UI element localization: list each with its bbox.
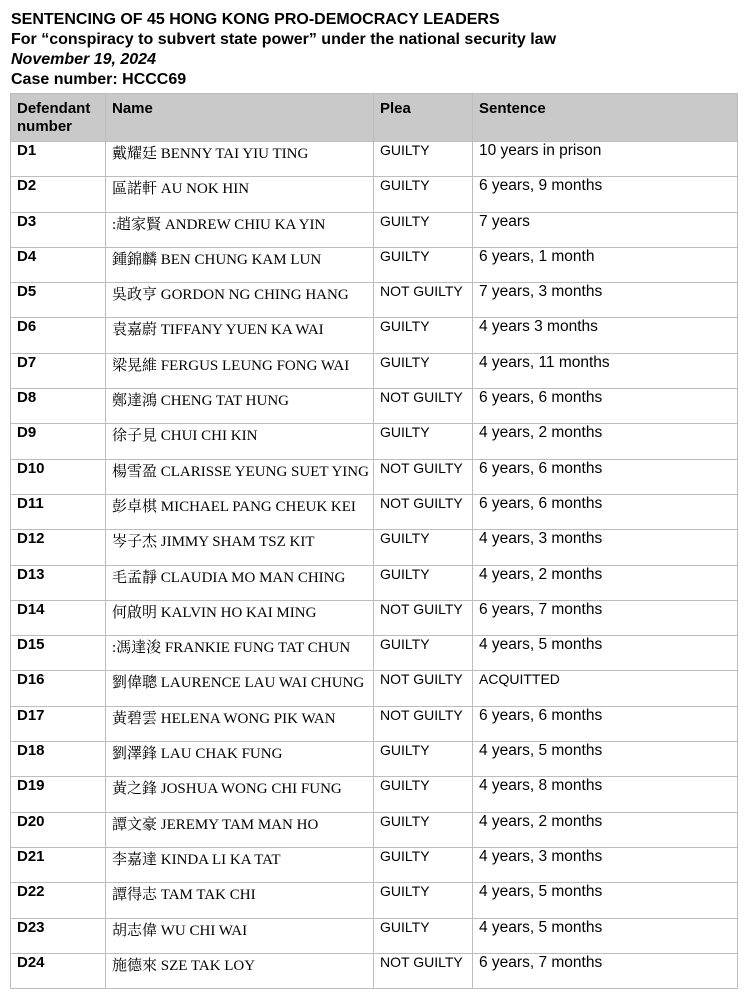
defendant-name-cell: 胡志偉 WU CHI WAI xyxy=(106,918,374,953)
document-title: SENTENCING OF 45 HONG KONG PRO-DEMOCRACY LEADERS xyxy=(11,11,500,28)
table-row xyxy=(11,212,738,247)
sentence-cell: 4 years, 3 months xyxy=(473,530,738,565)
defendant-number-cell: D21 xyxy=(11,847,106,882)
sentence-cell: 4 years, 2 months xyxy=(473,424,738,459)
plea-cell: GUILTY xyxy=(374,636,473,671)
sentence-cell: 4 years, 5 months xyxy=(473,636,738,671)
defendant-name-cell: 黃之鋒 JOSHUA WONG CHI FUNG xyxy=(106,777,374,812)
table-row xyxy=(11,283,738,318)
plea-cell: GUILTY xyxy=(374,742,473,777)
case-number: Case number: HCCC69 xyxy=(11,71,187,88)
sentencing-table xyxy=(10,93,738,989)
sentence-cell: 6 years, 7 months xyxy=(473,600,738,635)
plea-cell: GUILTY xyxy=(374,565,473,600)
defendant-number-cell: D11 xyxy=(11,494,106,529)
defendant-number-cell: D5 xyxy=(11,283,106,318)
table-row xyxy=(11,318,738,353)
defendant-number-cell: D24 xyxy=(11,953,106,988)
table-row xyxy=(11,565,738,600)
column-header-name: Name xyxy=(106,94,374,142)
defendant-name-cell: 鄭達鴻 CHENG TAT HUNG xyxy=(106,389,374,424)
defendant-number-cell: D15 xyxy=(11,636,106,671)
table-header-row xyxy=(11,94,738,142)
defendant-name-cell: 岑子杰 JIMMY SHAM TSZ KIT xyxy=(106,530,374,565)
defendant-number-cell: D4 xyxy=(11,247,106,282)
defendant-name-cell: 吳政亨 GORDON NG CHING HANG xyxy=(106,283,374,318)
defendant-name-cell: 徐子見 CHUI CHI KIN xyxy=(106,424,374,459)
table-row xyxy=(11,953,738,988)
defendant-name-cell: 譚得志 TAM TAK CHI xyxy=(106,883,374,918)
plea-cell: NOT GUILTY xyxy=(374,389,473,424)
table-row xyxy=(11,812,738,847)
defendant-name-cell: 戴耀廷 BENNY TAI YIU TING xyxy=(106,142,374,177)
defendant-number-cell: D3 xyxy=(11,212,106,247)
defendant-name-cell: 李嘉達 KINDA LI KA TAT xyxy=(106,847,374,882)
defendant-number-cell: D22 xyxy=(11,883,106,918)
defendant-number-cell: D6 xyxy=(11,318,106,353)
defendant-number-cell: D19 xyxy=(11,777,106,812)
defendant-name-cell: 楊雪盈 CLARISSE YEUNG SUET YING xyxy=(106,459,374,494)
plea-cell: GUILTY xyxy=(374,812,473,847)
defendant-number-cell: D7 xyxy=(11,353,106,388)
defendant-name-cell: 彭卓棋 MICHAEL PANG CHEUK KEI xyxy=(106,494,374,529)
sentence-cell: 4 years 3 months xyxy=(473,318,738,353)
plea-cell: GUILTY xyxy=(374,883,473,918)
defendant-name-cell: 梁晃維 FERGUS LEUNG FONG WAI xyxy=(106,353,374,388)
plea-cell: GUILTY xyxy=(374,177,473,212)
sentence-cell: 4 years, 2 months xyxy=(473,812,738,847)
sentence-cell: 6 years, 6 months xyxy=(473,389,738,424)
plea-cell: NOT GUILTY xyxy=(374,459,473,494)
document-date: November 19, 2024 xyxy=(11,51,156,68)
defendant-number-cell: D8 xyxy=(11,389,106,424)
sentence-cell: 6 years, 7 months xyxy=(473,953,738,988)
defendant-name-cell: 譚文豪 JEREMY TAM MAN HO xyxy=(106,812,374,847)
defendant-number-cell: D18 xyxy=(11,742,106,777)
plea-cell: GUILTY xyxy=(374,530,473,565)
table-row xyxy=(11,636,738,671)
sentence-cell: 6 years, 1 month xyxy=(473,247,738,282)
sentence-cell: 6 years, 6 months xyxy=(473,494,738,529)
sentence-cell: 4 years, 11 months xyxy=(473,353,738,388)
defendant-name-cell: 劉澤鋒 LAU CHAK FUNG xyxy=(106,742,374,777)
sentence-cell: 4 years, 5 months xyxy=(473,742,738,777)
document-header xyxy=(11,10,741,90)
plea-cell: NOT GUILTY xyxy=(374,494,473,529)
table-row xyxy=(11,494,738,529)
table-row xyxy=(11,600,738,635)
defendant-number-cell: D9 xyxy=(11,424,106,459)
defendant-number-cell: D13 xyxy=(11,565,106,600)
document-subtitle: For “conspiracy to subvert state power” under the national security law xyxy=(11,31,557,48)
defendant-name-cell: 袁嘉蔚 TIFFANY YUEN KA WAI xyxy=(106,318,374,353)
plea-cell: NOT GUILTY xyxy=(374,671,473,706)
defendant-number-cell: D14 xyxy=(11,600,106,635)
column-header-defendant-number: Defendant number xyxy=(11,94,106,142)
plea-cell: GUILTY xyxy=(374,353,473,388)
table-row xyxy=(11,742,738,777)
table-row xyxy=(11,177,738,212)
plea-cell: GUILTY xyxy=(374,212,473,247)
column-header-sentence: Sentence xyxy=(473,94,738,142)
defendant-name-cell: 施德來 SZE TAK LOY xyxy=(106,953,374,988)
plea-cell: GUILTY xyxy=(374,424,473,459)
sentence-cell: 4 years, 2 months xyxy=(473,565,738,600)
defendant-number-cell: D10 xyxy=(11,459,106,494)
plea-cell: NOT GUILTY xyxy=(374,283,473,318)
defendant-name-cell: 鍾錦麟 BEN CHUNG KAM LUN xyxy=(106,247,374,282)
plea-cell: NOT GUILTY xyxy=(374,706,473,741)
plea-cell: GUILTY xyxy=(374,847,473,882)
sentence-cell: 6 years, 6 months xyxy=(473,706,738,741)
sentence-cell: 6 years, 6 months xyxy=(473,459,738,494)
plea-cell: GUILTY xyxy=(374,918,473,953)
table-row xyxy=(11,847,738,882)
defendant-number-cell: D12 xyxy=(11,530,106,565)
table-row xyxy=(11,883,738,918)
defendant-number-cell: D17 xyxy=(11,706,106,741)
plea-cell: GUILTY xyxy=(374,247,473,282)
plea-cell: GUILTY xyxy=(374,142,473,177)
sentence-cell: 6 years, 9 months xyxy=(473,177,738,212)
plea-cell: NOT GUILTY xyxy=(374,953,473,988)
defendant-name-cell: 黃碧雲 HELENA WONG PIK WAN xyxy=(106,706,374,741)
defendant-name-cell: 區諾軒 AU NOK HIN xyxy=(106,177,374,212)
table-row xyxy=(11,530,738,565)
column-header-plea: Plea xyxy=(374,94,473,142)
defendant-number-cell: D20 xyxy=(11,812,106,847)
plea-cell: NOT GUILTY xyxy=(374,600,473,635)
defendant-name-cell: 劉偉聰 LAURENCE LAU WAI CHUNG xyxy=(106,671,374,706)
table-row xyxy=(11,142,738,177)
sentence-cell: 10 years in prison xyxy=(473,142,738,177)
table-row xyxy=(11,424,738,459)
defendant-number-cell: D16 xyxy=(11,671,106,706)
defendant-number-cell: D2 xyxy=(11,177,106,212)
defendant-name-cell: :趙家賢 ANDREW CHIU KA YIN xyxy=(106,212,374,247)
sentence-cell: 4 years, 5 months xyxy=(473,918,738,953)
table-row xyxy=(11,671,738,706)
table-row xyxy=(11,918,738,953)
sentence-cell: 4 years, 8 months xyxy=(473,777,738,812)
table-row xyxy=(11,353,738,388)
plea-cell: GUILTY xyxy=(374,777,473,812)
table-row xyxy=(11,459,738,494)
sentence-cell: 7 years xyxy=(473,212,738,247)
defendant-number-cell: D23 xyxy=(11,918,106,953)
defendant-name-cell: :馮達浚 FRANKIE FUNG TAT CHUN xyxy=(106,636,374,671)
table-row xyxy=(11,706,738,741)
table-row xyxy=(11,247,738,282)
sentence-cell: 7 years, 3 months xyxy=(473,283,738,318)
sentence-cell: 4 years, 5 months xyxy=(473,883,738,918)
sentence-cell: ACQUITTED xyxy=(473,671,738,706)
table-body xyxy=(11,142,738,989)
table-row xyxy=(11,389,738,424)
defendant-name-cell: 何啟明 KALVIN HO KAI MING xyxy=(106,600,374,635)
table-row xyxy=(11,777,738,812)
plea-cell: GUILTY xyxy=(374,318,473,353)
sentence-cell: 4 years, 3 months xyxy=(473,847,738,882)
defendant-number-cell: D1 xyxy=(11,142,106,177)
defendant-name-cell: 毛孟靜 CLAUDIA MO MAN CHING xyxy=(106,565,374,600)
